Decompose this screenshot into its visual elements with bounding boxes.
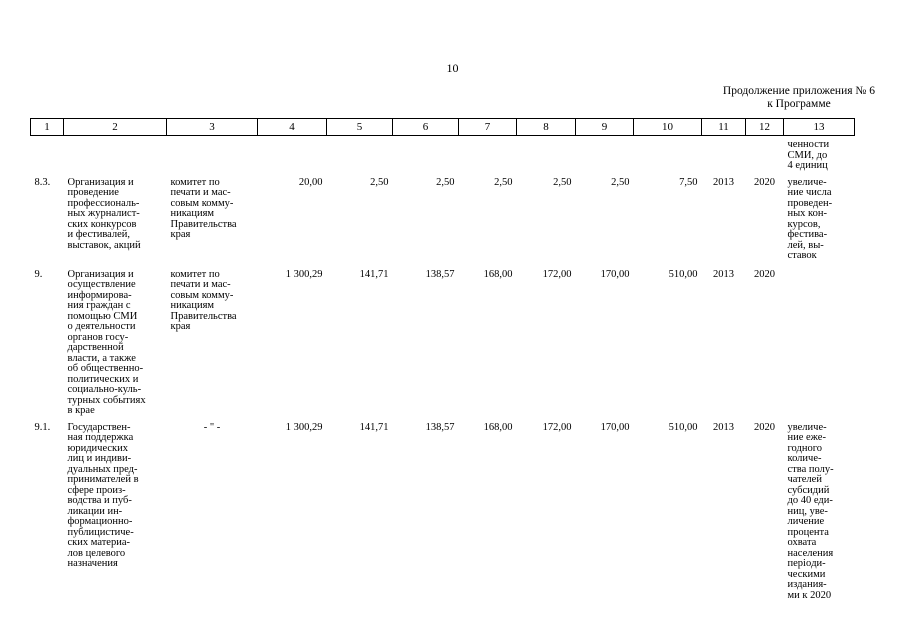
- row-number: 9.1.: [34, 421, 51, 433]
- table-row: [31, 178, 855, 270]
- amount-col-7: 168,00: [483, 421, 513, 433]
- end-year: 2020: [754, 176, 775, 188]
- total-amount: 20,00: [298, 176, 323, 188]
- continuation-note: [723, 85, 875, 111]
- amount-col-5: 141,71: [359, 421, 389, 433]
- total-amount: 1 300,29: [285, 268, 323, 280]
- expected-result: увеличе- ние еже- годного количе- ства полу- чателей субсидий до 40 еди- ниц, уве- личение процента охвата населения перioди- ческими издания- ми к 2020: [787, 421, 834, 601]
- amount-col-6: 2,50: [436, 176, 455, 188]
- total-amount: 1 300,29: [285, 421, 323, 433]
- col-header-10: 10: [634, 119, 702, 136]
- start-year: 2013: [713, 176, 734, 188]
- amount-col-8: 172,00: [542, 421, 572, 433]
- continuation-line-2: к Программе: [767, 98, 831, 110]
- end-year: 2020: [754, 421, 775, 433]
- amount-col-10: 7,50: [679, 176, 698, 188]
- col-header-12: 12: [746, 119, 784, 136]
- amount-col-6: 138,57: [425, 268, 455, 280]
- expected-result: увеличе- ние числа проведен- ных кон- курсов, фестива- лей, вы- ставок: [787, 176, 833, 261]
- program-table: [30, 118, 855, 601]
- carryover-row: [31, 136, 855, 178]
- col-header-13: 13: [784, 119, 855, 136]
- expected-result: [784, 270, 855, 423]
- start-year: 2013: [713, 421, 734, 433]
- activity-name: Организация и проведение профессиональ- ных журналист- ских конкурсов и фестивалей, выставок, акций: [67, 176, 141, 251]
- executor: комитет по печати и мас- совым комму- никациям Правительства края: [170, 268, 237, 332]
- col-header-3: 3: [167, 119, 258, 136]
- executor: комитет по печати и мас- совым комму- никациям Правительства края: [170, 176, 237, 240]
- start-year: 2013: [713, 268, 734, 280]
- amount-col-10: 510,00: [668, 421, 698, 433]
- col-header-5: 5: [327, 119, 393, 136]
- page-number: 10: [446, 61, 459, 75]
- amount-col-5: 2,50: [370, 176, 389, 188]
- header-row: [31, 119, 855, 136]
- table-row: [31, 270, 855, 423]
- executor: - " -: [203, 421, 221, 433]
- row-number: 9.: [34, 268, 43, 280]
- carryover-indicator: ченности СМИ, до 4 единиц: [787, 139, 830, 171]
- end-year: 2020: [754, 268, 775, 280]
- amount-col-9: 170,00: [600, 421, 630, 433]
- amount-col-8: 2,50: [553, 176, 572, 188]
- amount-col-5: 141,71: [359, 268, 389, 280]
- continuation-line-1: Продолжение приложения № 6: [722, 85, 875, 97]
- row-number: 8.3.: [34, 176, 51, 188]
- amount-col-8: 172,00: [542, 268, 572, 280]
- col-header-8: 8: [517, 119, 576, 136]
- col-header-11: 11: [702, 119, 746, 136]
- amount-col-7: 168,00: [483, 268, 513, 280]
- col-header-7: 7: [459, 119, 517, 136]
- amount-col-9: 170,00: [600, 268, 630, 280]
- amount-col-7: 2,50: [494, 176, 513, 188]
- col-header-1: 1: [31, 119, 64, 136]
- amount-col-10: 510,00: [668, 268, 698, 280]
- col-header-2: 2: [64, 119, 167, 136]
- col-header-4: 4: [258, 119, 327, 136]
- amount-col-6: 138,57: [425, 421, 455, 433]
- col-header-6: 6: [393, 119, 459, 136]
- col-header-9: 9: [576, 119, 634, 136]
- activity-name: Организация и осуществление информирова- ния граждан с помощью СМИ о деятельности органов госу- дарственной власти, а также об общественно- политических и социально-куль- турных событиях в крае: [67, 268, 146, 416]
- amount-col-9: 2,50: [611, 176, 630, 188]
- activity-name: Государствен- ная поддержка юридических лиц и индиви- дуальных пред- принимателей в сфере произ- водства и пуб- ликации ин- формационно- публицистиче- ских материа- лов целевого назначения: [67, 421, 139, 569]
- table-row: [31, 423, 855, 602]
